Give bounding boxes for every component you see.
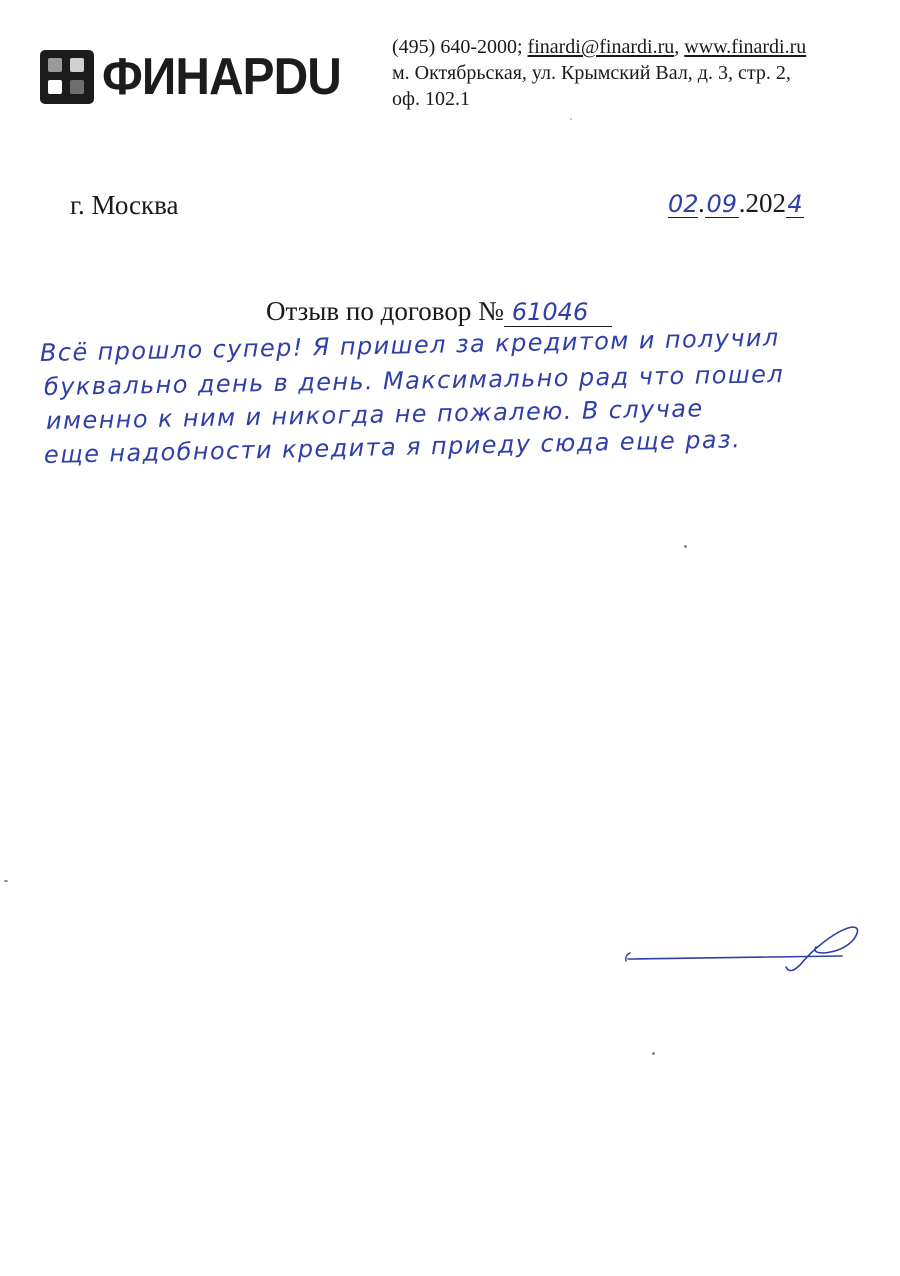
handwritten-review xyxy=(39,323,880,472)
contact-block xyxy=(392,34,882,112)
scan-speck xyxy=(652,1052,655,1055)
scan-speck xyxy=(570,118,572,120)
scan-speck xyxy=(4,880,8,882)
document-title xyxy=(266,296,612,327)
contract-number: 61046 xyxy=(504,298,612,327)
address-line-1: м. Октябрьская, ул. Крымский Вал, д. 3, стр. 2, xyxy=(392,62,791,84)
email-link[interactable]: finardi@finardi.ru xyxy=(527,36,675,58)
website-link[interactable]: www.finardi.ru xyxy=(684,36,807,58)
review-line: Всё прошло супер! Я пришел за кредитом и получил xyxy=(39,323,780,367)
logo-text: ФИНАРDU xyxy=(102,48,341,106)
date-year-digit: 4 xyxy=(787,190,803,218)
signature-mark xyxy=(620,915,870,985)
city-label: г. Москва xyxy=(70,190,179,220)
review-line: буквально день в день. Максимально рад что пошел xyxy=(43,360,785,401)
title-label: Отзыв по договор № xyxy=(266,296,504,326)
logo-mark-icon xyxy=(40,50,94,104)
scan-speck xyxy=(684,545,687,548)
contact-line-1: (495) 640-2000; finardi@finardi.ru, www.finardi.ru xyxy=(392,36,807,58)
review-line: именно к ним и никогда не пожалею. В случае xyxy=(45,394,704,435)
phone-number: (495) 640-2000; xyxy=(392,36,523,58)
finardi-logo xyxy=(40,50,362,104)
date-month: 09 xyxy=(706,190,738,218)
date-dot: . xyxy=(698,188,705,218)
review-line: еще надобности кредита я приеду сюда еще раз. xyxy=(43,425,742,469)
date-year-printed: .202 xyxy=(738,188,786,218)
date-day: 02 xyxy=(668,190,699,218)
document-date xyxy=(668,188,804,219)
address-line-2: оф. 102.1 xyxy=(392,88,470,110)
